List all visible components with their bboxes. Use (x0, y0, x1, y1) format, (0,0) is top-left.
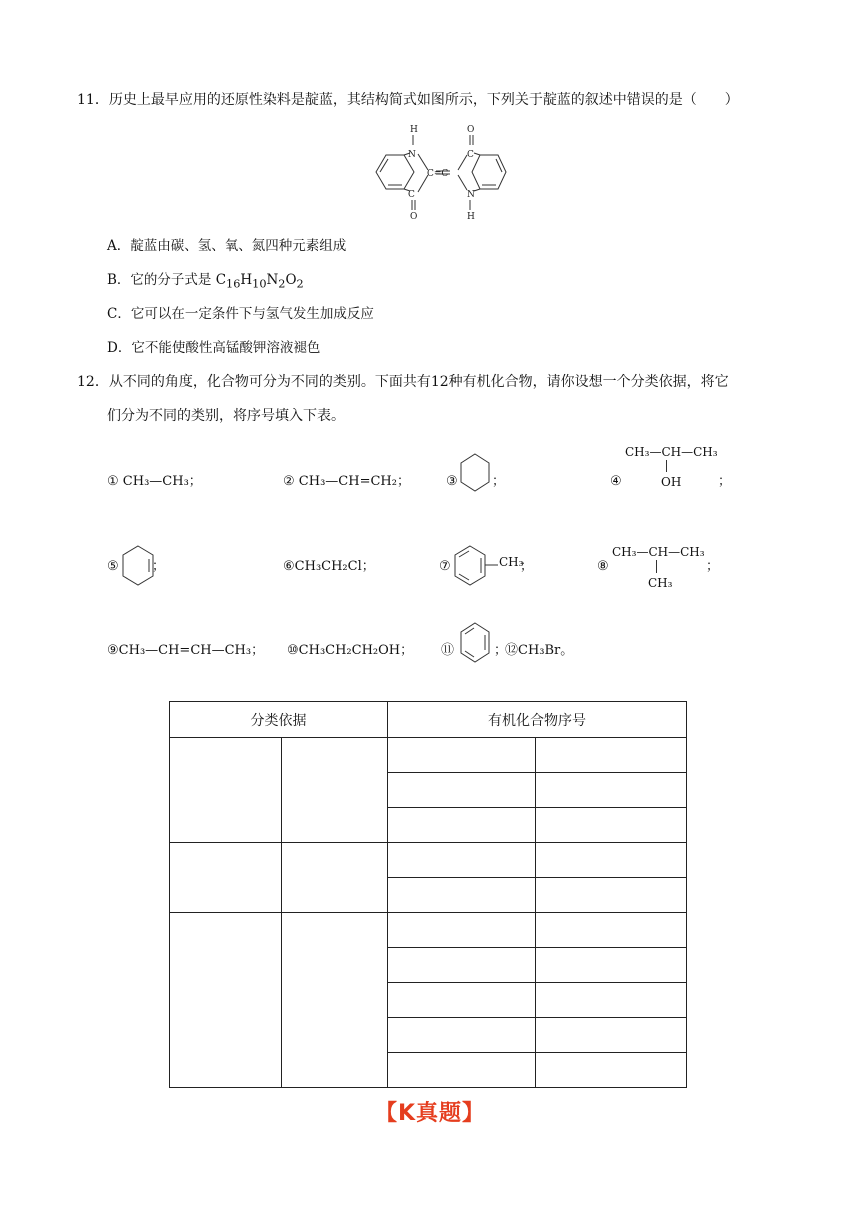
indigo-c-left: C (408, 190, 415, 200)
q11-option-a: A．靛蓝由碳、氢、氧、氮四种元素组成 (107, 238, 347, 254)
compound-11-num: ⑪ (441, 643, 455, 658)
benzene-structure (458, 620, 492, 670)
table-cell[interactable] (536, 808, 687, 843)
q11-option-c: C．它可以在一定条件下与氢气发生加成反应 (107, 306, 374, 322)
table-header-compounds: 有机化合物序号 (388, 702, 687, 738)
compound-7-num: ⑦ (439, 559, 451, 574)
compound-3-num: ③ (446, 474, 458, 489)
indigo-n-left: N (408, 150, 416, 160)
compound-12: ⑫CH₃Br。 (505, 643, 574, 658)
table-cell[interactable] (536, 913, 687, 948)
table-cell[interactable] (388, 773, 536, 808)
q12-stem-line1: 12．从不同的角度，化合物可分为不同的类别。下面共有12种有机化合物，请你设想一个分类依据，将它 (77, 374, 729, 390)
table-cell[interactable] (536, 948, 687, 983)
q11-option-b-prefix: B．它的分子式是 C (107, 272, 227, 288)
table-cell-category-1[interactable] (282, 738, 388, 843)
table-cell-category-3[interactable] (282, 913, 388, 1088)
table-cell-basis-2[interactable] (170, 843, 282, 913)
compound-5-tail: ； (152, 559, 166, 574)
indigo-h-top: H (410, 125, 418, 135)
table-cell[interactable] (388, 878, 536, 913)
compound-4-chain: CH₃—CH—CH₃ (625, 445, 718, 459)
table-cell[interactable] (388, 983, 536, 1018)
table-cell[interactable] (536, 738, 687, 773)
q11-option-d: D．它不能使酸性高锰酸钾溶液褪色 (107, 340, 321, 356)
table-cell[interactable] (536, 983, 687, 1018)
table-cell-basis-3[interactable] (170, 913, 282, 1088)
table-cell[interactable] (536, 773, 687, 808)
table-cell[interactable] (388, 913, 536, 948)
compound-1: ① CH₃—CH₃； (107, 474, 202, 489)
compound-8-bond (656, 560, 657, 573)
table-cell[interactable] (388, 843, 536, 878)
sub: 10 (252, 277, 267, 291)
table-header-basis: 分类依据 (170, 702, 388, 738)
indigo-c-right: C (467, 150, 474, 160)
q11-stem: 11．历史上最早应用的还原性染料是靛蓝，其结构简式如图所示，下列关于靛蓝的叙述中错误的是（ ） (77, 92, 739, 108)
indigo-o-top: O (467, 125, 475, 135)
compound-8-chain: CH₃—CH—CH₃ (612, 545, 705, 559)
sub: 2 (278, 277, 286, 291)
table-cell[interactable] (388, 948, 536, 983)
table-cell[interactable] (536, 1018, 687, 1053)
table-cell[interactable] (388, 1053, 536, 1088)
table-cell[interactable] (388, 1018, 536, 1053)
indigo-cc: C=C (427, 169, 449, 179)
table-cell[interactable] (388, 738, 536, 773)
compound-2: ② CH₃—CH=CH₂； (283, 474, 410, 489)
compound-5-num: ⑤ (107, 559, 119, 574)
q11-option-b (107, 270, 304, 295)
sub: 16 (226, 277, 241, 291)
table-cell[interactable] (388, 808, 536, 843)
compound-8-ch3: CH₃ (648, 576, 673, 590)
table-cell[interactable] (536, 1053, 687, 1088)
compound-4-oh: OH (661, 475, 682, 489)
el: O (285, 272, 297, 288)
table-cell[interactable] (536, 843, 687, 878)
sub: 2 (296, 277, 304, 291)
cyclohexane-structure (458, 452, 492, 498)
compound-4-num: ④ (610, 474, 622, 489)
compound-9: ⑨CH₃—CH=CH—CH₃； (107, 643, 265, 658)
el: N (266, 272, 279, 288)
table-cell-category-2[interactable] (282, 843, 388, 913)
indigo-n-right: N (467, 190, 475, 200)
toluene-structure (450, 543, 500, 593)
indigo-h-bottom: H (467, 212, 475, 222)
compound-4-bond (666, 460, 667, 472)
classification-table (169, 701, 687, 1088)
compound-7-tail: ； (520, 559, 534, 574)
footer-watermark: 【K真题】 (374, 1101, 486, 1126)
compound-6: ⑥CH₃CH₂Cl； (283, 559, 375, 574)
compound-8-num: ⑧ (597, 559, 609, 574)
compound-4-tail: ； (718, 474, 732, 489)
indigo-structure (370, 122, 510, 226)
table-cell-basis-1[interactable] (170, 738, 282, 843)
compound-7-ch3: CH₃ (499, 555, 524, 569)
table-cell[interactable] (536, 878, 687, 913)
compound-10: ⑩CH₃CH₂CH₂OH； (287, 643, 414, 658)
indigo-o-bottom: O (410, 212, 418, 222)
compound-8-tail: ； (706, 559, 720, 574)
el: H (240, 272, 253, 288)
compound-3-tail: ； (492, 474, 506, 489)
q12-stem-line2: 们分为不同的类别，将序号填入下表。 (107, 408, 345, 424)
compound-11-tail: ； (494, 643, 508, 658)
